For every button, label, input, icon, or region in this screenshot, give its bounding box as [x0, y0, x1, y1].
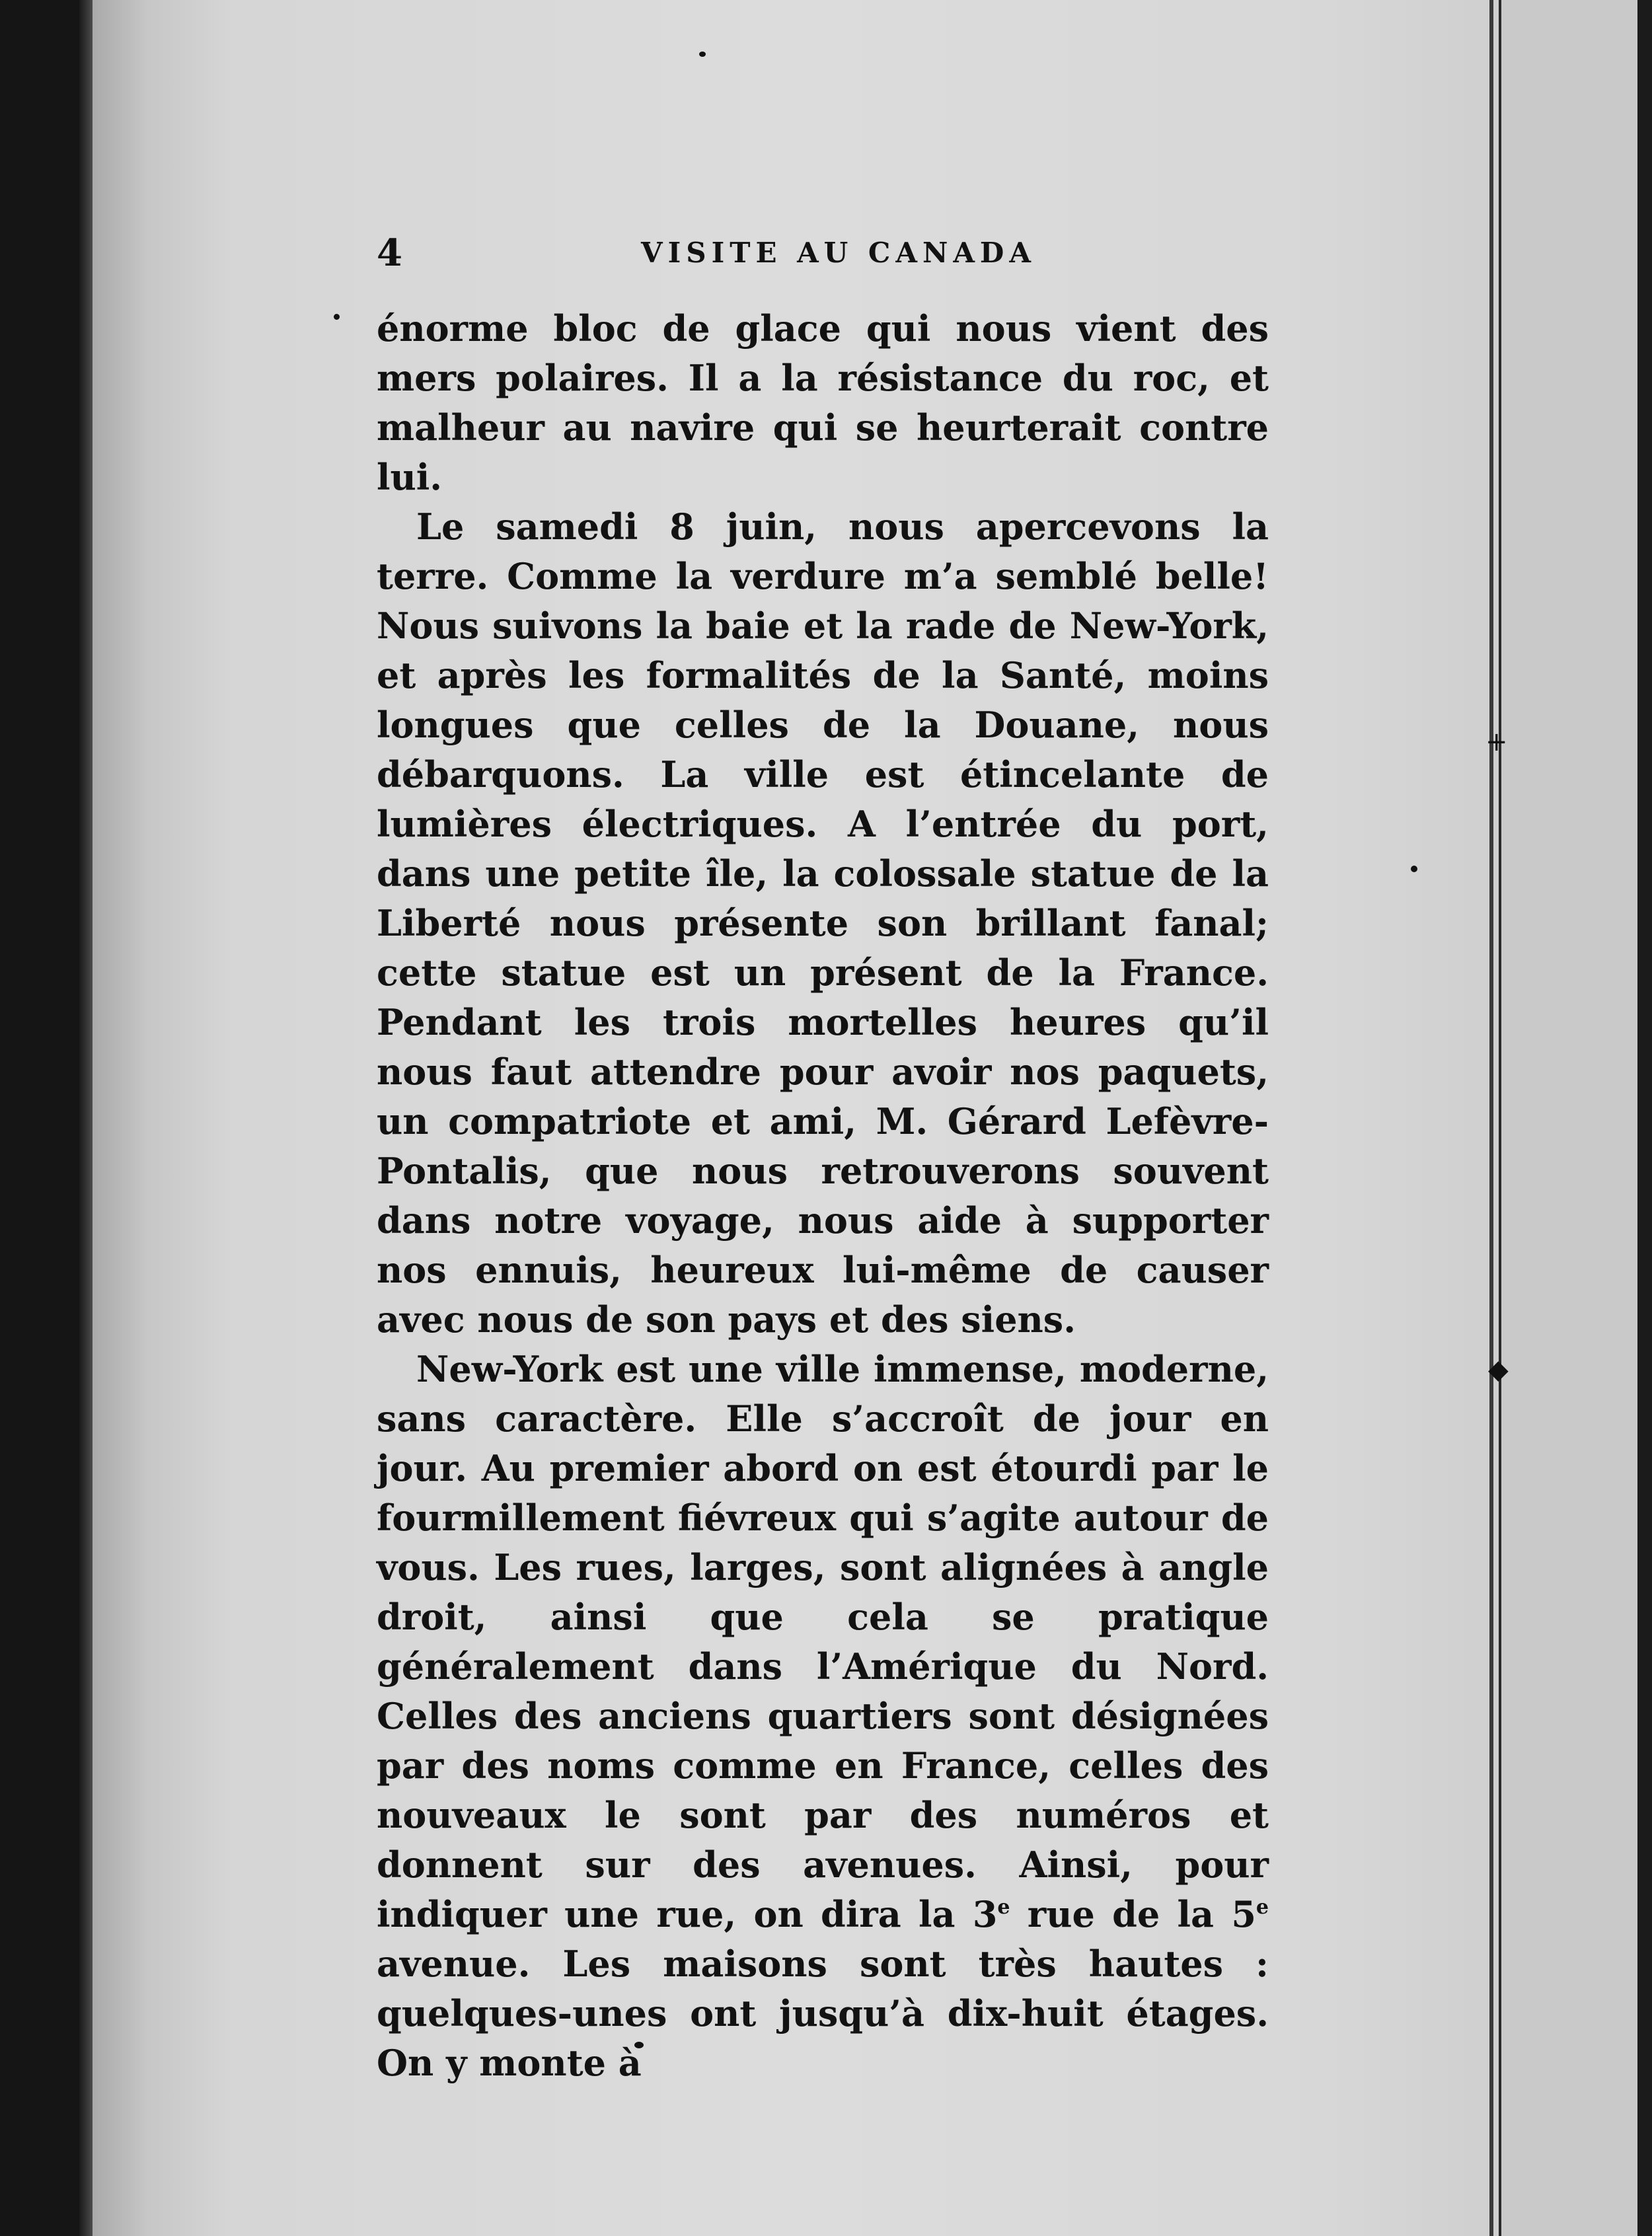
scan-right-border	[1637, 0, 1652, 2236]
paragraph-3	[377, 1345, 1269, 2088]
page-number: 4	[377, 231, 402, 275]
running-head-title: VISITE AU CANADA	[641, 237, 1036, 269]
ordinal-superscript: e	[1256, 1896, 1269, 1919]
paragraph-2: Le samedi 8 juin, nous apercevons la terre. Comme la verdure m’a semblé belle! Nous suivons la baie et la rade de New-York, et après les formalités de la Santé, moins longues que celles de la Douane, nous débarquons. La ville est étincelante de lumières électriques. A l’entrée du port, dans une petite île, la colossale statue de la Liberté nous présente son brillant fanal; cette statue est un présent de la France. Pendant les trois mortelles heures qu’il nous faut attendre pour avoir nos paquets, un compatriote et ami, M. Gérard Lefèvre-Pontalis, que nous retrouverons souvent dans notre voyage, nous aide à supporter nos ennuis, heureux lui-même de causer avec nous de son pays et des siens.	[377, 505, 1269, 1341]
margin-tick-mark: ◆	[1488, 1355, 1509, 1385]
paragraph-3-text-b: rue de la 5	[1010, 1893, 1256, 1935]
scan-speck	[699, 52, 706, 57]
body-text	[377, 304, 1269, 2088]
scan-speck	[334, 314, 340, 320]
running-header	[377, 231, 1269, 284]
scan-speck	[1411, 866, 1417, 872]
paragraph-3-text-a: New-York est une ville immense, moderne, sans caractère. Elle s’accroît de jour en jour. Au premier abord on est étourdi par le fourmillement fiévreux qui s’agite autour de vous. Les rues, larges, sont alignées à angle droit, ainsi que cela se pratique généralement dans l’Amérique du Nord. Celles des anciens quartiers sont désignées par des noms comme en France, celles des nouveaux le sont par des numéros et donnent sur des avenues. Ainsi, pour indiquer une rue, on dira la 3	[377, 1348, 1269, 1935]
page-text-block	[377, 231, 1269, 2088]
page-fold-line	[1489, 0, 1493, 2236]
facing-page-edge	[1499, 0, 1640, 2236]
paragraph-3-text-c: avenue. Les maisons sont très hautes : quelques-unes ont jusqu’à dix-huit étages. On y monte à	[377, 1943, 1269, 2084]
paragraph-1: énorme bloc de glace qui nous vient des mers polaires. Il a la résistance du roc, et malheur au navire qui se heurterait contre lui.	[377, 307, 1269, 498]
ordinal-superscript: e	[997, 1896, 1010, 1919]
margin-tick-mark: +	[1485, 727, 1508, 757]
